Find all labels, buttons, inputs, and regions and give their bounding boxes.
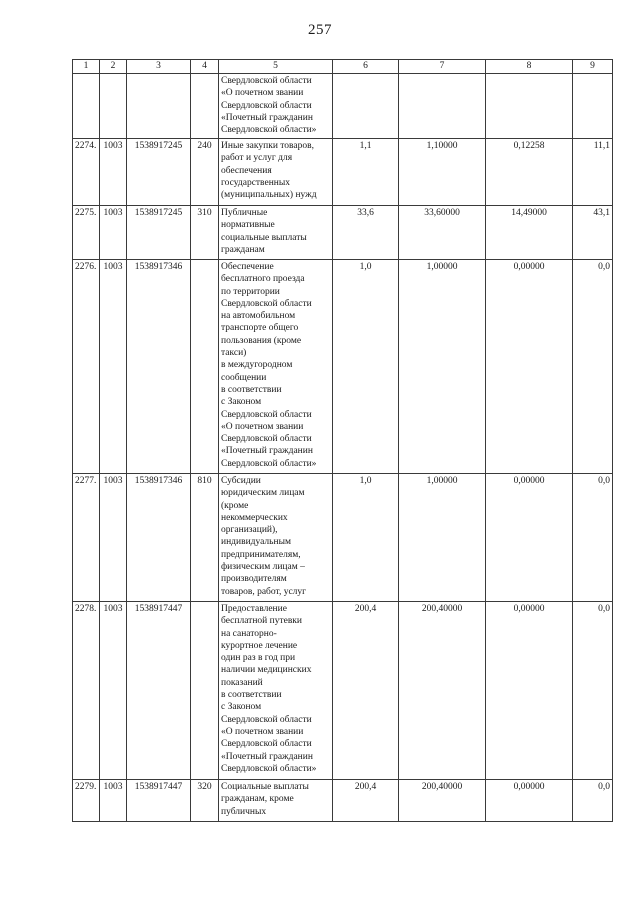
section-code-cell: 1003 — [100, 474, 127, 602]
budget-table — [72, 59, 613, 822]
expense-type-cell — [191, 602, 219, 780]
value-cell-6: 1,0 — [333, 260, 399, 474]
description-cell: Свердловской области «О почетном звании Свердловской области «Почетный гражданин Свердловской области» — [219, 74, 333, 139]
column-header: 1 — [73, 60, 100, 74]
table-row — [73, 74, 613, 139]
value-cell-6: 200,4 — [333, 602, 399, 780]
section-code-cell: 1003 — [100, 139, 127, 206]
description-cell: Иные закупки товаров, работ и услуг для обеспечения государственных (муниципальных) нужд — [219, 139, 333, 206]
row-number-cell: 2279. — [73, 780, 100, 822]
description-cell: Субсидии юридическим лицам (кроме некоммерческих организаций), индивидуальным предпринимателям, физическим лицам – производителям товаров, работ, услуг — [219, 474, 333, 602]
column-header: 5 — [219, 60, 333, 74]
percent-cell — [573, 74, 613, 139]
column-header: 8 — [486, 60, 573, 74]
percent-cell: 11,1 — [573, 139, 613, 206]
percent-cell: 0,0 — [573, 602, 613, 780]
table-row — [73, 474, 613, 602]
expense-type-cell: 240 — [191, 139, 219, 206]
value-cell-8: 0,12258 — [486, 139, 573, 206]
row-number-cell: 2278. — [73, 602, 100, 780]
value-cell-7: 200,40000 — [399, 602, 486, 780]
value-cell-8: 14,49000 — [486, 206, 573, 260]
page-number: 257 — [308, 22, 332, 38]
value-cell-6: 33,6 — [333, 206, 399, 260]
expense-type-cell — [191, 74, 219, 139]
column-header: 6 — [333, 60, 399, 74]
section-code-cell: 1003 — [100, 206, 127, 260]
value-cell-7: 1,00000 — [399, 260, 486, 474]
row-number-cell: 2276. — [73, 260, 100, 474]
expense-type-cell: 310 — [191, 206, 219, 260]
target-code-cell: 1538917346 — [127, 474, 191, 602]
percent-cell: 0,0 — [573, 474, 613, 602]
column-header: 4 — [191, 60, 219, 74]
table-row — [73, 602, 613, 780]
target-code-cell: 1538917447 — [127, 602, 191, 780]
header-row — [73, 60, 613, 74]
value-cell-7: 200,40000 — [399, 780, 486, 822]
section-code-cell: 1003 — [100, 780, 127, 822]
expense-type-cell: 320 — [191, 780, 219, 822]
target-code-cell: 1538917245 — [127, 139, 191, 206]
value-cell-7: 1,10000 — [399, 139, 486, 206]
value-cell-8: 0,00000 — [486, 602, 573, 780]
row-number-cell — [73, 74, 100, 139]
value-cell-8: 0,00000 — [486, 260, 573, 474]
value-cell-7: 1,00000 — [399, 474, 486, 602]
percent-cell: 43,1 — [573, 206, 613, 260]
description-cell: Обеспечение бесплатного проезда по территории Свердловской области на автомобильном транспорте общего пользования (кроме такси) в междугородном сообщении в соответствии с Законом Свердловской области «О почетном звании Свердловской области «Почетный гражданин Свердловской области» — [219, 260, 333, 474]
target-code-cell: 1538917346 — [127, 260, 191, 474]
table-row — [73, 780, 613, 822]
percent-cell: 0,0 — [573, 780, 613, 822]
value-cell-8 — [486, 74, 573, 139]
expense-type-cell: 810 — [191, 474, 219, 602]
description-cell: Социальные выплаты гражданам, кроме публичных — [219, 780, 333, 822]
table-row — [73, 260, 613, 474]
column-header: 3 — [127, 60, 191, 74]
value-cell-6: 1,1 — [333, 139, 399, 206]
column-header: 9 — [573, 60, 613, 74]
row-number-cell: 2274. — [73, 139, 100, 206]
percent-cell: 0,0 — [573, 260, 613, 474]
column-header: 2 — [100, 60, 127, 74]
value-cell-8: 0,00000 — [486, 780, 573, 822]
target-code-cell — [127, 74, 191, 139]
section-code-cell: 1003 — [100, 602, 127, 780]
table-row — [73, 139, 613, 206]
row-number-cell: 2275. — [73, 206, 100, 260]
value-cell-7 — [399, 74, 486, 139]
section-code-cell — [100, 74, 127, 139]
value-cell-6: 1,0 — [333, 474, 399, 602]
value-cell-6: 200,4 — [333, 780, 399, 822]
value-cell-8: 0,00000 — [486, 474, 573, 602]
table-row — [73, 206, 613, 260]
section-code-cell: 1003 — [100, 260, 127, 474]
row-number-cell: 2277. — [73, 474, 100, 602]
target-code-cell: 1538917245 — [127, 206, 191, 260]
description-cell: Предоставление бесплатной путевки на санаторно- курортное лечение один раз в год при наличии медицинских показаний в соответствии с Законом Свердловской области «О почетном звании Свердловской области «Почетный гражданин Свердловской области» — [219, 602, 333, 780]
description-cell: Публичные нормативные социальные выплаты гражданам — [219, 206, 333, 260]
target-code-cell: 1538917447 — [127, 780, 191, 822]
expense-type-cell — [191, 260, 219, 474]
value-cell-7: 33,60000 — [399, 206, 486, 260]
column-header: 7 — [399, 60, 486, 74]
value-cell-6 — [333, 74, 399, 139]
